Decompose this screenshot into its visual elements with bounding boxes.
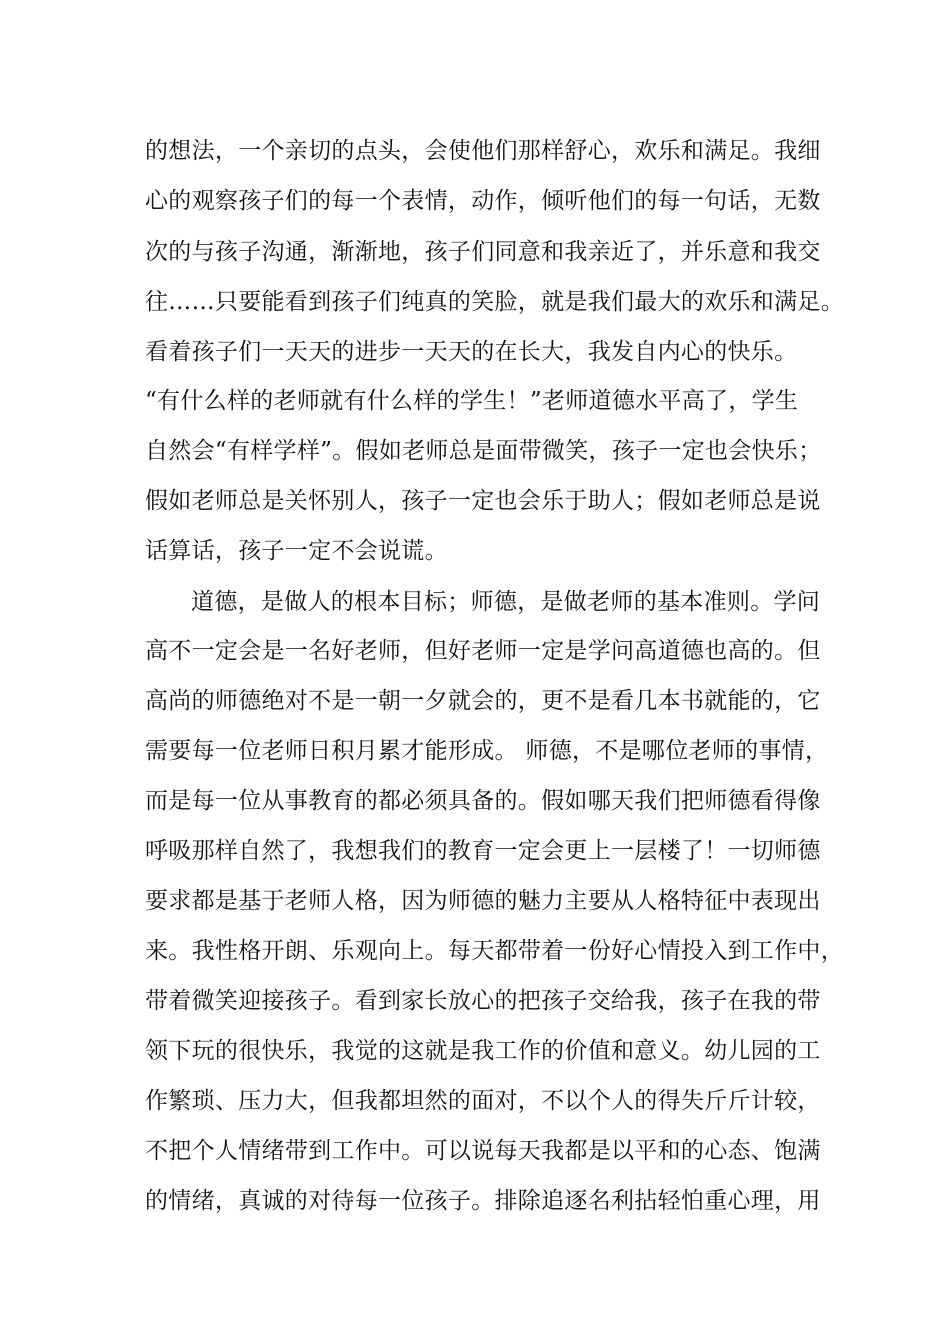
text-line: 往……只要能看到孩子们纯真的笑脸，就是我们最大的欢乐和满足。 bbox=[145, 289, 844, 315]
text-line: 假如老师总是关怀别人，孩子一定也会乐于助人；假如老师总是说 bbox=[145, 488, 821, 514]
text-line: 话算话，孩子一定不会说谎。 bbox=[145, 538, 448, 564]
text-line: 呼吸那样自然了，我想我们的教育一定会更上一层楼了！一切师德 bbox=[145, 838, 821, 864]
text-line: 心的观察孩子们的每一个表情，动作，倾听他们的每一句话，无数 bbox=[145, 188, 821, 214]
text-line: 需要每一位老师日积月累才能形成。 师德，不是哪位老师的事情， bbox=[145, 738, 829, 764]
text-line: 看着孩子们一天天的进步一天天的在长大，我发自内心的快乐。 bbox=[145, 339, 798, 365]
text-line: 高尚的师德绝对不是一朝一夕就会的，更不是看几本书就能的，它 bbox=[145, 688, 821, 714]
text-line: 领下玩的很快乐，我觉的这就是我工作的价值和意义。幼儿园的工 bbox=[145, 1038, 821, 1064]
text-line: 的想法，一个亲切的点头，会使他们那样舒心，欢乐和满足。我细 bbox=[145, 138, 821, 164]
text-line: 次的与孩子沟通，渐渐地，孩子们同意和我亲近了，并乐意和我交 bbox=[145, 239, 821, 265]
text-line: 作繁琐、压力大，但我都坦然的面对，不以个人的得失斤斤计较， bbox=[145, 1088, 821, 1114]
text-line: 自然会“有样学样”。假如老师总是面带微笑，孩子一定也会快乐； bbox=[145, 438, 822, 464]
text-line: 而是每一位从事教育的都必须具备的。假如哪天我们把师德看得像 bbox=[145, 788, 821, 814]
paragraph-first-line: 道德，是做人的根本目标；师德，是做老师的基本准则。学问 bbox=[191, 589, 821, 615]
text-line: “有什么样的老师就有什么样的学生！”老师道德水平高了，学生 bbox=[145, 388, 799, 414]
text-line: 高不一定会是一名好老师，但好老师一定是学问高道德也高的。但 bbox=[145, 638, 821, 664]
text-line: 来。我性格开朗、乐观向上。每天都带着一份好心情投入到工作中， bbox=[145, 938, 844, 964]
text-line: 不把个人情绪带到工作中。可以说每天我都是以平和的心态、饱满 bbox=[145, 1138, 821, 1164]
text-line: 要求都是基于老师人格，因为师德的魅力主要从人格特征中表现出 bbox=[145, 888, 821, 914]
text-line: 的情绪，真诚的对待每一位孩子。排除追逐名利拈轻怕重心理，用 bbox=[145, 1188, 821, 1214]
text-line: 带着微笑迎接孩子。看到家长放心的把孩子交给我，孩子在我的带 bbox=[145, 988, 821, 1014]
